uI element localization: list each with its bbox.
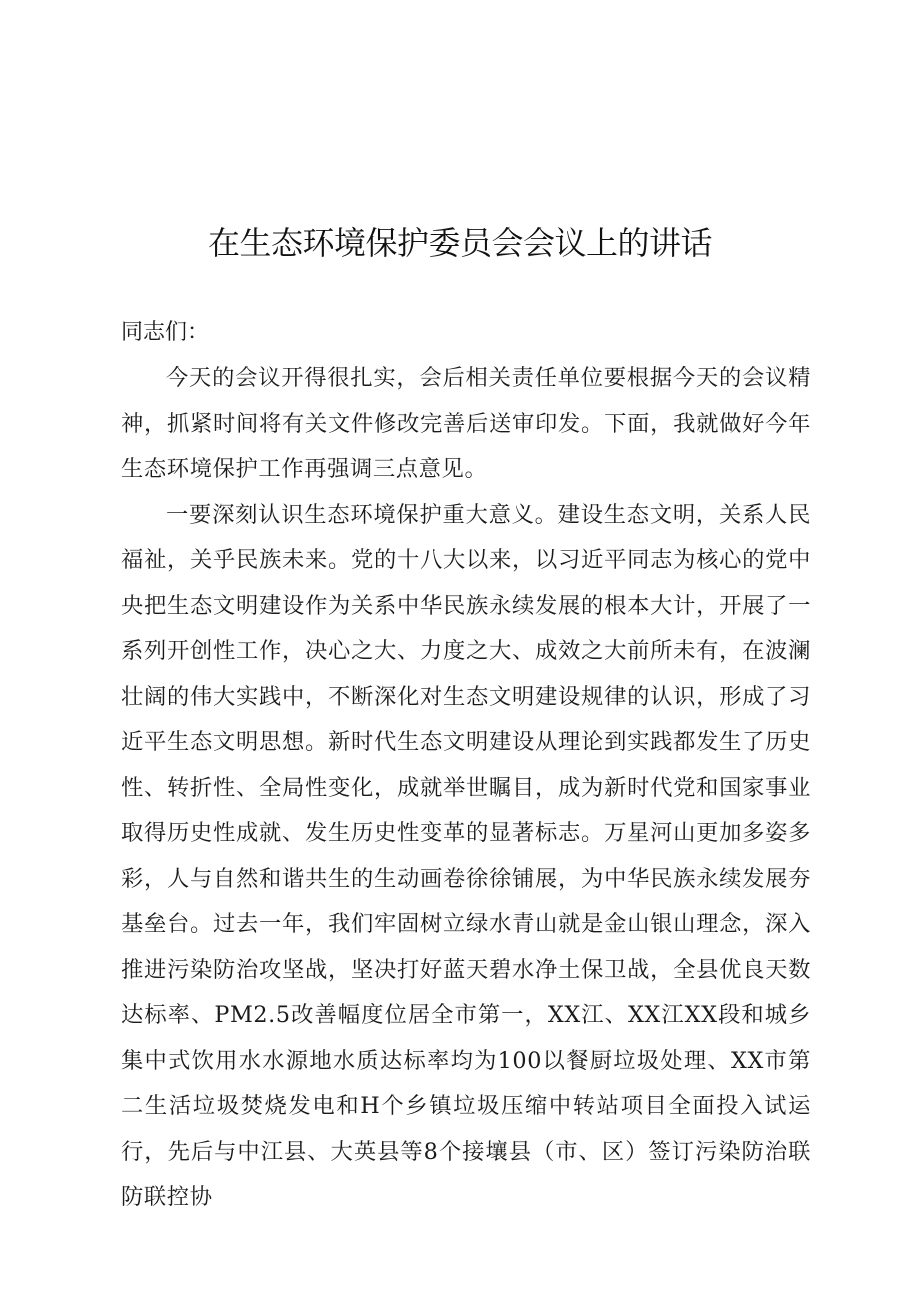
paragraph-point-one: 一要深刻认识生态环境保护重大意义。建设生态文明，关系人民福祉，关乎民族未来。党的十八大以来，以习近平同志为核心的党中央把生态文明建设作为关系中华民族永续发展的根本大计，开展了一系列开创性工作，决心之大、力度之大、成效之大前所未有，在波澜壮阔的伟大实践中，不断深化对生态文明建设规律的认识，形成了习近平生态文明思想。新时代生态文明建设从理论到实践都发生了历史性、转折性、全局性变化，成就举世瞩目，成为新时代党和国家事业取得历史性成就、发生历史性变革的显著标志。万星河山更加多姿多彩，人与自然和谐共生的生动画卷徐徐铺展，为中华民族永续发展夯基垒台。过去一年，我们牢固树立绿水青山就是金山银山理念，深入推进污染防治攻坚战，坚决打好蓝天碧水净土保卫战，全县优良天数达标率、PM2.5改善幅度位居全市第一，XX江、XX江XX段和城乡集中式饮用水水源地水质达标率均为100以餐厨垃圾处理、XX市第二生活垃圾焚烧发电和H个乡镇垃圾压缩中转站项目全面投入试运行，先后与中江县、大英县等8个接壤县（市、区）签订污染防治联防联控协 — [121, 501, 811, 1210]
salutation: 同志们： — [121, 320, 210, 345]
paragraph-opening: 今天的会议开得很扎实，会后相关责任单位要根据今天的会议精神，抓紧时间将有关文件修改完善后送审印发。下面，我就做好今年生态环境保护工作再强调三点意见。 — [121, 365, 811, 482]
document-title: 在生态环境保护委员会会议上的讲话 — [207, 224, 712, 262]
document-body — [121, 356, 811, 1221]
